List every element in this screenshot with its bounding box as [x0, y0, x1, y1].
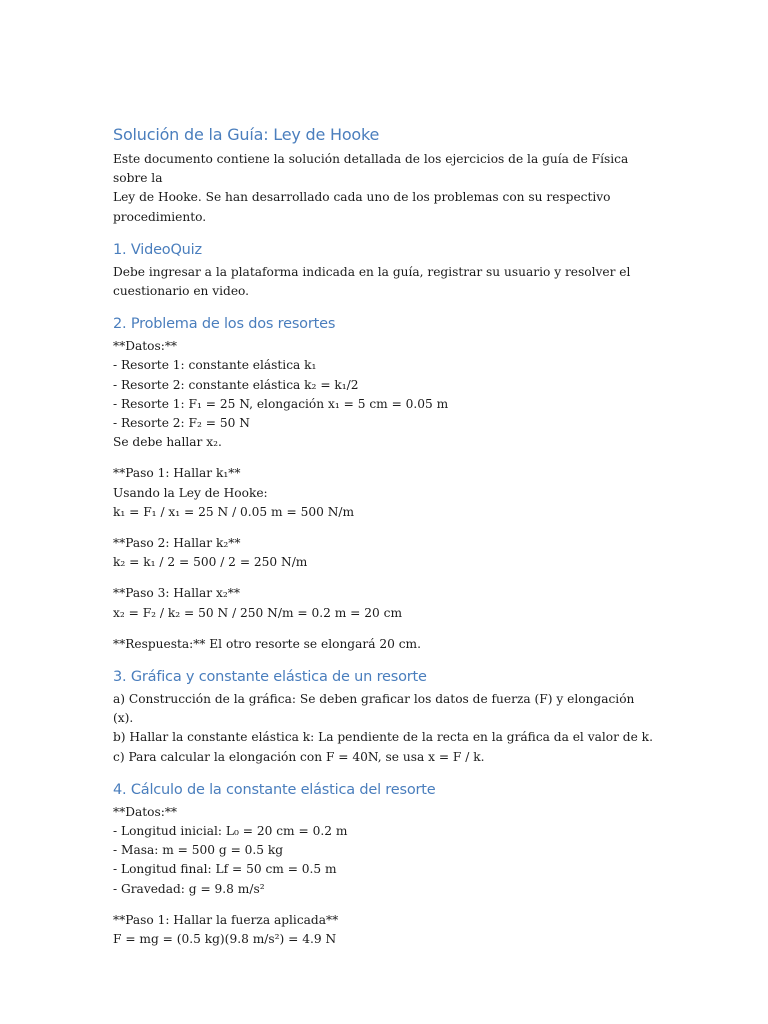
intro-line: Ley de Hooke. Se han desarrollado cada uno de los problemas con su respectivo: [113, 190, 611, 205]
s4-datos-line: **Datos:**: [113, 804, 178, 819]
s2-step1-line: **Paso 1: Hallar k₁**: [113, 466, 241, 481]
section-1-line: Debe ingresar a la plataforma indicada en la guía, registrar su usuario y resolver el: [113, 264, 631, 279]
s2-step2-line: k₂ = k₁ / 2 = 500 / 2 = 250 N/m: [113, 555, 308, 570]
section-heading-graph: 3. Gráfica y constante elástica de un resorte: [113, 669, 427, 686]
s2-step3-line: **Paso 3: Hallar x₂**: [113, 586, 240, 601]
document-body: [113, 124, 653, 949]
s2-step3-line: x₂ = F₂ / k₂ = 50 N / 250 N/m = 0.2 m = 20 cm: [113, 605, 403, 620]
s2-datos-line: - Resorte 1: F₁ = 25 N, elongación x₁ = 5 cm = 0.05 m: [113, 396, 449, 411]
intro-line: Este documento contiene la solución detallada de los ejercicios de la guía de Física sobre la: [113, 152, 629, 186]
s2-datos-line: - Resorte 2: F₂ = 50 N: [113, 416, 250, 431]
document-title: Solución de la Guía: Ley de Hooke: [113, 125, 380, 144]
s4-step1-line: F = mg = (0.5 kg)(9.8 m/s²) = 4.9 N: [113, 932, 337, 947]
s4-datos-line: - Longitud inicial: L₀ = 20 cm = 0.2 m: [113, 824, 348, 839]
section-1-line: cuestionario en video.: [113, 284, 250, 299]
s3-line: c) Para calcular la elongación con F = 40N, se usa x = F / k.: [113, 749, 485, 764]
section-heading-videoquiz: 1. VideoQuiz: [113, 241, 202, 258]
s2-step2-line: **Paso 2: Hallar k₂**: [113, 536, 241, 551]
s4-datos-line: - Longitud final: Lf = 50 cm = 0.5 m: [113, 862, 337, 877]
s2-answer: **Respuesta:** El otro resorte se elongará 20 cm.: [113, 636, 421, 651]
section-heading-constant: 4. Cálculo de la constante elástica del resorte: [113, 781, 436, 798]
s2-datos-line: **Datos:**: [113, 339, 178, 354]
s4-datos-line: - Masa: m = 500 g = 0.5 kg: [113, 843, 284, 858]
s3-line: a) Construcción de la gráfica: Se deben graficar los datos de fuerza (F) y elongación (x).: [113, 692, 635, 726]
s2-datos-line: - Resorte 1: constante elástica k₁: [113, 358, 317, 373]
s2-datos-line: - Resorte 2: constante elástica k₂ = k₁/2: [113, 377, 359, 392]
s4-datos-line: - Gravedad: g = 9.8 m/s²: [113, 881, 265, 896]
s2-step1-line: Usando la Ley de Hooke:: [113, 485, 268, 500]
intro-line: procedimiento.: [113, 209, 207, 224]
s2-datos-line: Se debe hallar x₂.: [113, 435, 222, 450]
section-heading-two-springs: 2. Problema de los dos resortes: [113, 316, 336, 333]
s4-step1-line: **Paso 1: Hallar la fuerza aplicada**: [113, 912, 339, 927]
s3-line: b) Hallar la constante elástica k: La pendiente de la recta en la gráfica da el valor de k.: [113, 730, 653, 745]
s2-step1-line: k₁ = F₁ / x₁ = 25 N / 0.05 m = 500 N/m: [113, 504, 355, 519]
